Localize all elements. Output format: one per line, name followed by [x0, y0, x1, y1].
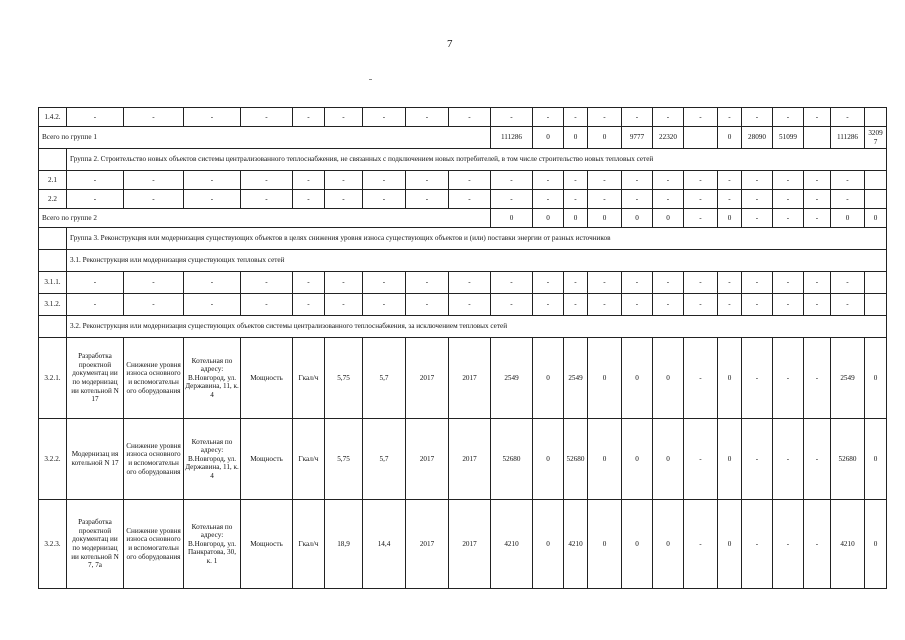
table-cell: - [491, 294, 533, 316]
table-cell: - [684, 171, 718, 190]
cost-cell: 4210 [491, 500, 533, 589]
table-cell: - [804, 108, 831, 127]
cost-cell: - [684, 419, 718, 500]
table-cell: - [564, 272, 588, 294]
table-cell: - [588, 108, 622, 127]
table-cell [865, 190, 887, 209]
cost-cell: 0 [588, 500, 622, 589]
table-cell: - [653, 272, 684, 294]
table-cell [865, 272, 887, 294]
table-cell: - [742, 171, 773, 190]
subgroup-3-1-header-row [39, 250, 887, 272]
cost-cell: 0 [653, 500, 684, 589]
cost-cell: - [742, 338, 773, 419]
project-location: Котельная по адресу: В.Новгород, ул. Державина, 11, к. 4 [184, 338, 241, 419]
table-cell: - [406, 272, 449, 294]
year-start: 2017 [406, 500, 449, 589]
table-cell: - [67, 108, 124, 127]
table-cell: - [588, 294, 622, 316]
total-label: Всего по группе 2 [39, 209, 491, 228]
table-cell: - [241, 171, 293, 190]
cost-cell: 0 [865, 500, 887, 589]
group-2-header: Группа 2. Строительство новых объектов системы централизованного теплоснабжения, не связанных с подключением новых потребителей, в том числе строительство новых тепловых сетей [67, 149, 887, 171]
table-cell: - [325, 272, 363, 294]
table-cell: - [406, 171, 449, 190]
cost-cell: 2549 [831, 338, 865, 419]
cost-cell: 0 [533, 338, 564, 419]
year-end: 2017 [449, 419, 491, 500]
cost-cell: 0 [718, 419, 742, 500]
year-end: 2017 [449, 338, 491, 419]
table-row-total-group-2 [39, 209, 887, 228]
table-cell: - [241, 294, 293, 316]
cost-cell: 2549 [564, 338, 588, 419]
row-number: 3.2.2. [39, 419, 67, 500]
cost-cell: 0 [533, 500, 564, 589]
table-cell: - [653, 294, 684, 316]
table-cell: - [718, 190, 742, 209]
project-name: Разработка проектной документац ии по модернизац ии котельной N 17 [67, 338, 124, 419]
table-cell: - [773, 190, 804, 209]
parameter-unit: Гкал/ч [293, 500, 325, 589]
table-cell: - [588, 171, 622, 190]
table-cell: - [533, 190, 564, 209]
table-cell: - [124, 190, 184, 209]
project-purpose: Снижение уровня износа основного и вспомогательн ого оборудования [124, 500, 184, 589]
cost-cell: - [742, 419, 773, 500]
parameter-unit: Гкал/ч [293, 338, 325, 419]
cost-cell: 4210 [564, 500, 588, 589]
table-cell: - [184, 190, 241, 209]
table-cell: - [718, 171, 742, 190]
table-cell [865, 108, 887, 127]
total-cell: 0 [622, 209, 653, 228]
table-row-1-4-2 [39, 108, 887, 127]
value-before: 5,75 [325, 338, 363, 419]
table-row-2-2 [39, 190, 887, 209]
table-cell: - [325, 171, 363, 190]
group-3-header: Группа 3. Реконструкция или модернизация существующих объектов в целях снижения уровня износа существующих объектов и (или) поставки энергии от разных источников [67, 228, 887, 250]
table-cell: - [241, 190, 293, 209]
table-cell: - [653, 108, 684, 127]
table-cell: - [491, 190, 533, 209]
table-cell: - [773, 108, 804, 127]
total-cell: 0 [718, 209, 742, 228]
table-cell: - [363, 190, 406, 209]
table-cell: - [684, 190, 718, 209]
total-cell: 51099 [773, 127, 804, 149]
table-cell: - [684, 108, 718, 127]
table-row-3-2-2 [39, 419, 887, 500]
cost-cell: - [804, 338, 831, 419]
table-cell: - [491, 272, 533, 294]
table-cell: - [533, 108, 564, 127]
table-cell: - [293, 190, 325, 209]
table-cell: - [588, 272, 622, 294]
table-cell: - [564, 294, 588, 316]
row-number: 1.4.2. [39, 108, 67, 127]
parameter-name: Мощность [241, 419, 293, 500]
table-cell: - [406, 294, 449, 316]
table-cell: - [124, 108, 184, 127]
project-purpose: Снижение уровня износа основного и вспомогательн ого оборудования [124, 338, 184, 419]
table-cell: - [622, 108, 653, 127]
table-cell: - [533, 171, 564, 190]
total-label: Всего по группе 1 [39, 127, 491, 149]
table-cell: - [293, 272, 325, 294]
total-cell: 0 [588, 209, 622, 228]
table-cell: - [773, 272, 804, 294]
cost-cell: - [742, 500, 773, 589]
table-cell: - [491, 108, 533, 127]
table-cell: - [491, 171, 533, 190]
table-cell: - [588, 190, 622, 209]
table-cell: - [718, 294, 742, 316]
table-cell: - [653, 171, 684, 190]
table-cell: - [67, 294, 124, 316]
project-purpose: Снижение уровня износа основного и вспомогательн ого оборудования [124, 419, 184, 500]
table-row-3-1-1 [39, 272, 887, 294]
total-cell [684, 127, 718, 149]
row-number: 2.2 [39, 190, 67, 209]
table-cell: - [831, 108, 865, 127]
table-cell: - [804, 272, 831, 294]
subgroup-3-2-header: 3.2. Реконструкция или модернизация существующих объектов системы централизованного теплоснабжения, за исключением тепловых сетей [67, 316, 887, 338]
cost-cell: 0 [653, 338, 684, 419]
table-cell: - [184, 294, 241, 316]
total-cell: 0 [533, 209, 564, 228]
total-cell: - [742, 209, 773, 228]
total-cell: 9777 [622, 127, 653, 149]
project-location: Котельная по адресу: В.Новгород, ул. Панкратова, 30, к. 1 [184, 500, 241, 589]
value-before: 18,9 [325, 500, 363, 589]
cost-cell: 0 [865, 419, 887, 500]
cost-cell: - [773, 500, 804, 589]
table-cell: - [564, 108, 588, 127]
table-cell: - [124, 294, 184, 316]
row-number: 3.2.1. [39, 338, 67, 419]
value-after: 14,4 [363, 500, 406, 589]
total-cell: 0 [653, 209, 684, 228]
total-cell: 0 [491, 209, 533, 228]
subgroup-3-1-header: 3.1. Реконструкция или модернизация существующих тепловых сетей [67, 250, 887, 272]
table-cell: - [533, 294, 564, 316]
value-after: 5,7 [363, 419, 406, 500]
project-location: Котельная по адресу: В.Новгород, ул. Державина, 11, к. 4 [184, 419, 241, 500]
table-cell: - [184, 171, 241, 190]
total-cell: 0 [564, 209, 588, 228]
group-3-header-row [39, 228, 887, 250]
total-cell: 0 [865, 209, 887, 228]
table-row-3-2-1 [39, 338, 887, 419]
total-cell: 0 [831, 209, 865, 228]
table-cell: - [831, 190, 865, 209]
table-cell: - [363, 272, 406, 294]
cost-cell: - [773, 338, 804, 419]
table-cell: - [564, 190, 588, 209]
table-cell: - [184, 272, 241, 294]
cost-cell: 0 [718, 338, 742, 419]
total-cell: 22320 [653, 127, 684, 149]
table-cell: - [831, 294, 865, 316]
parameter-name: Мощность [241, 500, 293, 589]
cost-cell: 0 [622, 338, 653, 419]
total-cell: 3209 7 [865, 127, 887, 149]
table-cell: - [718, 272, 742, 294]
page-number: 7 [447, 38, 453, 50]
cost-cell: - [773, 419, 804, 500]
row-number: 3.1.1. [39, 272, 67, 294]
table-cell: - [718, 108, 742, 127]
table-cell: - [564, 171, 588, 190]
table-cell: - [124, 272, 184, 294]
subgroup-3-2-header-row [39, 316, 887, 338]
table-cell: - [622, 272, 653, 294]
table-cell: - [742, 294, 773, 316]
cost-cell: 2549 [491, 338, 533, 419]
cost-cell: 0 [865, 338, 887, 419]
table-cell: - [241, 108, 293, 127]
cost-cell: - [684, 338, 718, 419]
parameter-unit: Гкал/ч [293, 419, 325, 500]
table-cell: - [533, 272, 564, 294]
year-start: 2017 [406, 338, 449, 419]
table-cell: - [363, 294, 406, 316]
table-cell: - [804, 190, 831, 209]
cost-cell: 0 [588, 338, 622, 419]
table-cell: - [742, 190, 773, 209]
year-start: 2017 [406, 419, 449, 500]
total-cell: 0 [533, 127, 564, 149]
table-cell: - [449, 190, 491, 209]
table-cell: - [653, 190, 684, 209]
parameter-name: Мощность [241, 338, 293, 419]
total-cell: 111286 [491, 127, 533, 149]
table-cell [865, 294, 887, 316]
table-cell: - [406, 190, 449, 209]
table-cell: - [742, 108, 773, 127]
table-cell [865, 171, 887, 190]
total-cell: - [773, 209, 804, 228]
cost-cell: 0 [622, 500, 653, 589]
table-cell: - [831, 272, 865, 294]
table-row-total-group-1 [39, 127, 887, 149]
table-cell: - [124, 171, 184, 190]
table-cell: - [293, 108, 325, 127]
total-cell [804, 127, 831, 149]
row-number: 3.2.3. [39, 500, 67, 589]
total-cell: 28090 [742, 127, 773, 149]
table-row-2-1 [39, 171, 887, 190]
total-cell: 111286 [831, 127, 865, 149]
table-cell: - [449, 171, 491, 190]
cost-cell: - [804, 419, 831, 500]
table-cell: - [773, 294, 804, 316]
table-cell: - [773, 171, 804, 190]
table-cell: - [67, 272, 124, 294]
table-cell: - [184, 108, 241, 127]
table-cell: - [67, 190, 124, 209]
project-name: Разработка проектной документац ии по модернизац ии котельной N 7, 7а [67, 500, 124, 589]
table-cell: - [831, 171, 865, 190]
total-cell: 0 [564, 127, 588, 149]
table-cell: - [622, 294, 653, 316]
row-number: 3.1.2. [39, 294, 67, 316]
table-cell: - [684, 294, 718, 316]
table-cell: - [449, 272, 491, 294]
table-cell: - [449, 294, 491, 316]
total-cell: 0 [588, 127, 622, 149]
cost-cell: 4210 [831, 500, 865, 589]
table-cell: - [241, 272, 293, 294]
investment-program-table [38, 107, 887, 589]
group-2-header-row [39, 149, 887, 171]
total-cell: 0 [718, 127, 742, 149]
total-cell: - [684, 209, 718, 228]
year-end: 2017 [449, 500, 491, 589]
table-cell: - [406, 108, 449, 127]
cost-cell: 52680 [491, 419, 533, 500]
table-cell: - [684, 272, 718, 294]
table-row-3-1-2 [39, 294, 887, 316]
table-cell: - [67, 171, 124, 190]
cost-cell: 52680 [831, 419, 865, 500]
table-cell: - [293, 294, 325, 316]
table-cell: - [622, 190, 653, 209]
cost-cell: - [684, 500, 718, 589]
table-cell: - [325, 190, 363, 209]
cost-cell: 0 [718, 500, 742, 589]
table-row-3-2-3 [39, 500, 887, 589]
table-cell: - [804, 294, 831, 316]
row-number: 2.1 [39, 171, 67, 190]
scan-mark [369, 79, 372, 80]
cost-cell: 52680 [564, 419, 588, 500]
table-cell: - [363, 171, 406, 190]
cost-cell: 0 [653, 419, 684, 500]
table-cell: - [293, 171, 325, 190]
cost-cell: - [804, 500, 831, 589]
value-after: 5,7 [363, 338, 406, 419]
table-cell: - [742, 272, 773, 294]
cost-cell: 0 [622, 419, 653, 500]
total-cell: - [804, 209, 831, 228]
table-cell: - [325, 108, 363, 127]
table-cell: - [622, 171, 653, 190]
table-cell: - [449, 108, 491, 127]
table-cell: - [325, 294, 363, 316]
value-before: 5,75 [325, 419, 363, 500]
cost-cell: 0 [533, 419, 564, 500]
project-name: Модернизац ия котельной N 17 [67, 419, 124, 500]
cost-cell: 0 [588, 419, 622, 500]
table-cell: - [804, 171, 831, 190]
table-cell: - [363, 108, 406, 127]
